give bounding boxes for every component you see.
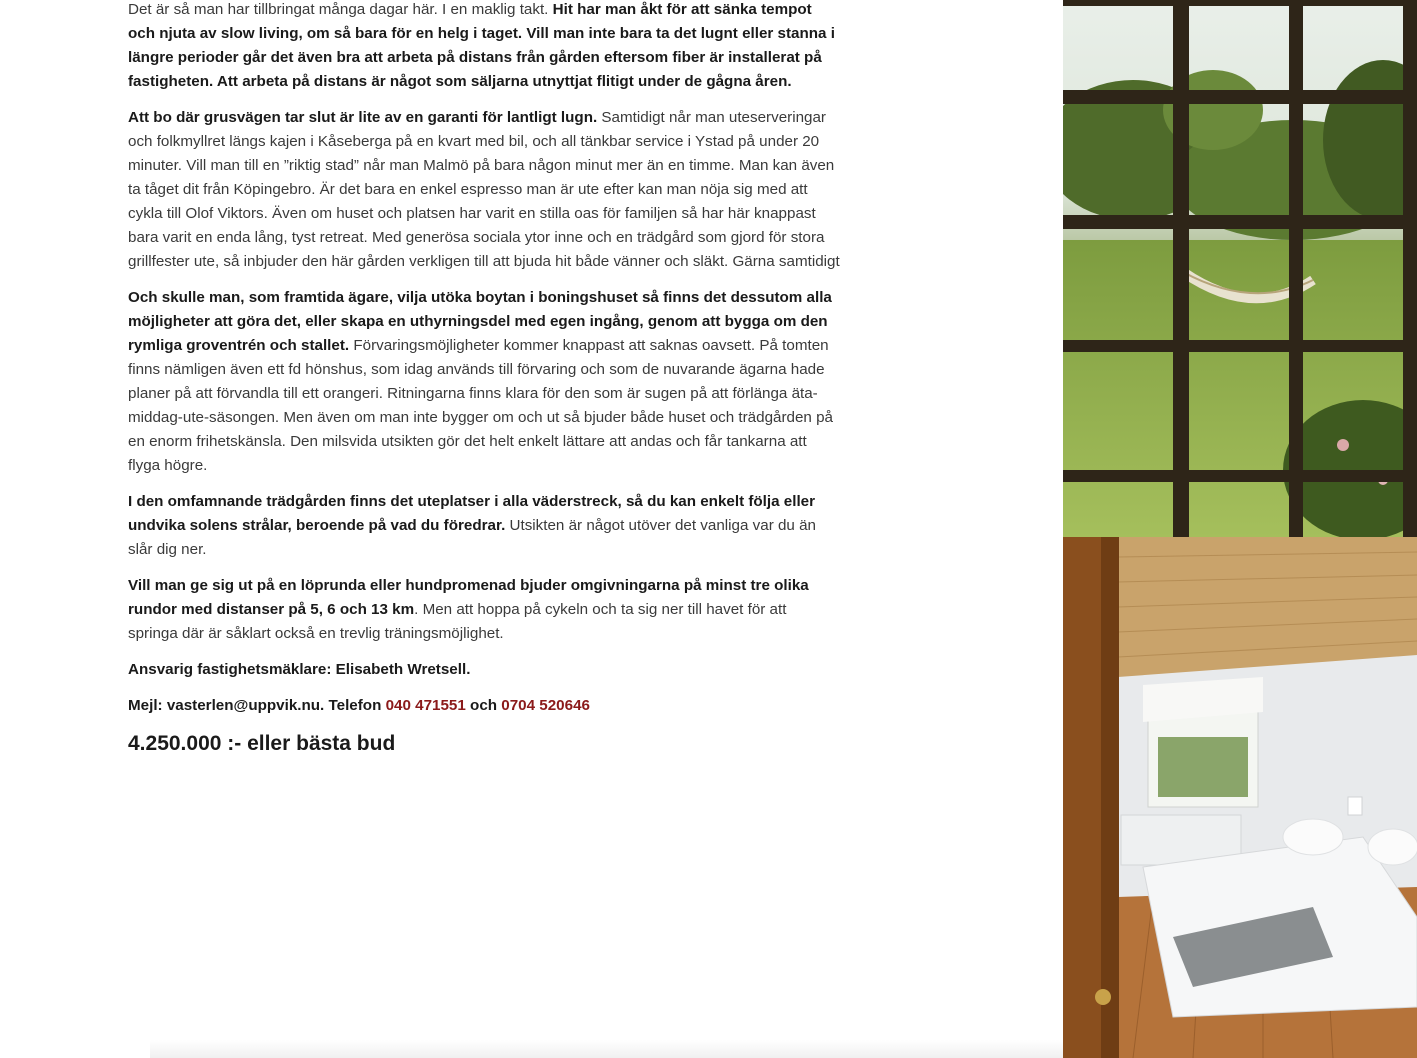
paragraph-highlight: Att bo där grusvägen tar slut är lite av en garanti för lantligt lugn. bbox=[128, 109, 598, 126]
paragraph-text: Utsikten är något utöver det vanliga var du än slår dig ner. bbox=[128, 517, 816, 558]
window-view-photo bbox=[1063, 0, 1417, 537]
contact-line bbox=[128, 694, 840, 718]
bedroom-photo bbox=[1063, 537, 1417, 1058]
photo-column bbox=[1063, 0, 1417, 1058]
paragraph-text: Förvaringsmöjligheter kommer knappast att saknas oavsett. På tomten finns nämligen även ett fd hönshus, som idag används till förvaring och som de nuvarande ägarna hade planer på att förvandla till ett orangeri. Ritningarna finns klara för den som är sugen på att förlänga äta-middag-ute-säsongen. Men även om man inte bygger om och ut så bjuder både huset och trädgården på en enorm frihetskänsla. Den milsvida utsikten gör det helt enkelt lättare att andas och får tankarna att flyga högre. bbox=[128, 337, 833, 474]
paragraph-location bbox=[128, 106, 840, 274]
paragraph-text: Samtidigt når man uteserveringar och folkmyllret längs kajen i Kåseberga på en kvart med bil, och all tänkbar service i Ystad på under 20 minuter. Vill man till en ”riktig stad” når man Malmö på bara någon minut mer än en timme. Man kan även ta tåget dit från Köpingebro. Är det bara en enkel espresso man är ute efter kan man nöja sig med att cykla till Olof Viktors. Även om huset och platsen har varit en stilla oas för familjen så har här knappast bara varit en enda lång, tyst retreat. Med generösa sociala ytor inne och en trädgård som gjord för stora grillfester ute, så inbjuder den här gården verkligen till att bjuda hit både vänner och släkt. Gärna samtidigt bbox=[128, 109, 840, 270]
price-heading: 4.250.000 :- eller bästa bud bbox=[128, 732, 396, 755]
article-body bbox=[128, 0, 840, 756]
contact-and: och bbox=[465, 697, 502, 714]
phone-link-2[interactable]: 0704 520646 bbox=[501, 697, 590, 714]
page-shadow bbox=[150, 1040, 1063, 1058]
paragraph-highlight: Hit har man åkt för att sänka tempot och njuta av slow living, om så bara för en helg i taget. Vill man inte bara ta det lugnt eller stanna i längre perioder går det även bra att arbeta på distans från gården eftersom fiber är installerat på fastigheten. Att arbeta på distans är något som säljarna utnyttjat flitigt under de gågna åren. bbox=[128, 1, 835, 90]
paragraph-highlight: I den omfamnande trädgården finns det uteplatser i alla väderstreck, så du kan enkelt följa eller undvika solens strålar, beroende på vad du föredrar. bbox=[128, 493, 816, 534]
paragraph-text: . Men att hoppa på cykeln och ta sig ner till havet för att springa där är såklart också en trevlig träningsmöjlighet. bbox=[128, 601, 787, 642]
paragraph-slow-living bbox=[128, 0, 840, 94]
broker-line: Ansvarig fastighetsmäklare: Elisabeth Wretsell. bbox=[128, 661, 471, 678]
contact-prefix: Mejl: vasterlen@uppvik.nu. Telefon bbox=[128, 697, 386, 714]
phone-link-1[interactable]: 040 471551 bbox=[385, 697, 466, 714]
paragraph-garden bbox=[128, 490, 840, 562]
paragraph-expansion bbox=[128, 286, 840, 478]
paragraph-highlight: Och skulle man, som framtida ägare, vilja utöka boytan i boningshuset så finns det dessutom alla möjligheter att göra det, eller skapa en uthyrningsdel med egen ingång, genom att bygga om den rymliga groventrén och stallet. bbox=[128, 289, 832, 354]
paragraph-highlight: Vill man ge sig ut på en löprunda eller hundpromenad bjuder omgivningarna på minst tre olika rundor med distanser på 5, 6 och 13 km bbox=[128, 577, 809, 618]
paragraph-running bbox=[128, 574, 840, 646]
paragraph-text: Det är så man har tillbringat många dagar här. I en maklig takt. bbox=[128, 1, 553, 18]
